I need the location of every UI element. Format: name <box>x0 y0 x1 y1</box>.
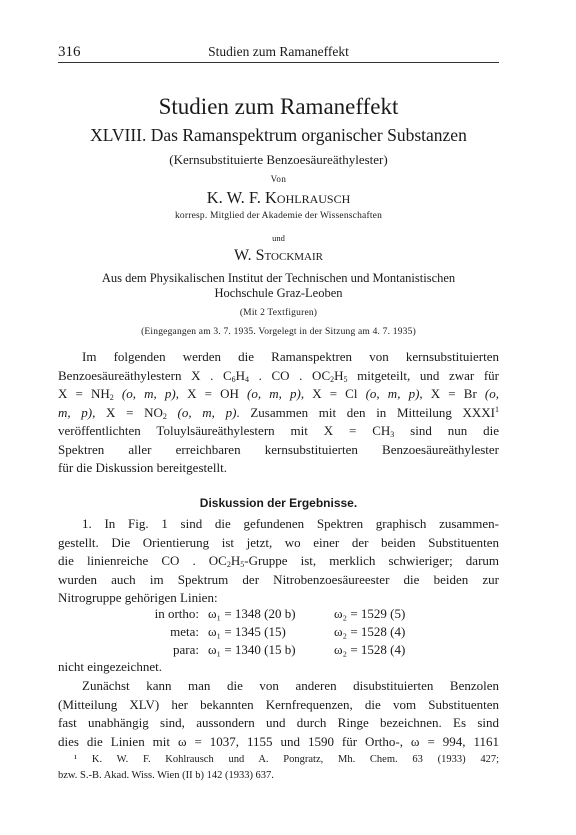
footnote-line-2: bzw. S.-B. Akad. Wiss. Wien (II b) 142 (1933) 637. <box>58 770 274 781</box>
table-row <box>58 642 499 660</box>
article-subtitle: XLVIII. Das Ramanspektrum organischer Substanzen <box>90 125 467 145</box>
omega-2-value: ω₂ = 1528 (4) <box>334 642 406 657</box>
closing-paragraph: Zunächst kann man die von anderen disubstituierten Benzolen (Mitteilung XLV) her bekannten Kernfrequenzen, die vom Substituenten fast unabhängig sind, aussondern und durch Ringe bezeichnen. Es sind dies die Linien mit ω = 1037, 1155 und 1590 für Ortho-, ω = 994, 1161 <box>58 678 499 749</box>
omega-1-value: ω₁ = 1345 (15) <box>208 624 286 639</box>
author-1-affiliation: korresp. Mitglied der Akademie der Wissenschaften <box>174 211 383 221</box>
discussion-paragraph: 1. In Fig. 1 sind die gefundenen Spektren graphisch zusammen- gestellt. Die Orientierung ist jetzt, wo einer der beiden Substituenten die linienreiche CO . $OC_2H_5$-Gruppe ist, merklich schwieriger; darum wurden auch im Spektrum der Nitrobenzoesäureester die beiden zur Nitrogruppe gehörigen Linien: <box>58 516 500 605</box>
table-row <box>58 624 499 642</box>
von-label: Von <box>270 174 287 184</box>
footnote-line-1: ¹ K. W. F. Kohlrausch und A. Pongratz, Mh. Chem. 63 (1933) 427; <box>74 754 499 765</box>
article-paren-subtitle: (Kernsubstituierte Benzoesäureäthylester) <box>169 152 388 167</box>
figures-note: (Mit 2 Textfiguren) <box>239 308 318 318</box>
running-header <box>58 42 499 63</box>
author-1: K. W. F. Kohlrausch <box>206 188 351 207</box>
running-title: Studien zum Ramaneffekt <box>208 44 349 59</box>
und-label: und <box>272 233 285 243</box>
table-row <box>58 606 499 624</box>
author-2: W. Stockmair <box>233 247 323 264</box>
frequency-table <box>58 606 499 660</box>
row-label: in ortho: <box>154 606 199 621</box>
omega-2-value: ω₂ = 1529 (5) <box>334 606 406 621</box>
intro-paragraph: Im folgenden werden die Ramanspektren von kernsubstituierten Benzoesäureäthylestern X . $C_6H_4$ . CO . $OC_2H_5$ mitgeteilt, und zwar für $X = NH_2$ (o, m, p), X = OH (o, m, p), X = Cl (o, m, p), X = Br (o, m, p), $X = NO_2$ (o, m, p). Zusammen mit den in Mitteilung XXXI$^1$ veröffentlichten Toluylsäureäthylestern mit $X = CH_3$ sind nun die Spektren aller erreichbaren kernsubstituierten Benzoesäureäthylester für die Diskussion bereitgestellt. <box>58 349 500 475</box>
received-note: (Eingegangen am 3. 7. 1935. Vorgelegt in der Sitzung am 4. 7. 1935) <box>141 327 416 337</box>
section-heading: Diskussion der Ergebnisse. <box>199 496 358 510</box>
article-title: Studien zum Ramaneffekt <box>158 94 399 119</box>
institute-line-1: Aus dem Physikalischen Institut der Technischen und Montanistischen <box>101 271 456 285</box>
omega-1-value: ω₁ = 1348 (20 b) <box>208 606 296 621</box>
row-label: para: <box>173 642 199 657</box>
omega-1-value: ω₁ = 1340 (15 b) <box>208 642 296 657</box>
page-number: 316 <box>58 44 81 60</box>
row-label: meta: <box>170 624 199 639</box>
nicht-eingezeichnet-text: nicht eingezeichnet. <box>58 659 162 674</box>
omega-2-value: ω₂ = 1528 (4) <box>334 624 406 639</box>
institute-line-2: Hochschule Graz-Leoben <box>214 286 343 300</box>
